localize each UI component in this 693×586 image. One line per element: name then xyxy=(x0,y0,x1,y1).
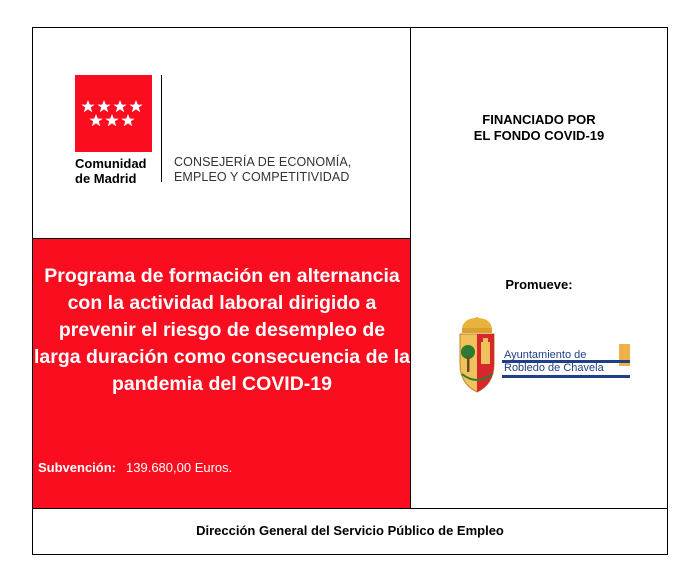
ayuntamiento-logo xyxy=(455,316,630,396)
logo-divider xyxy=(161,75,162,182)
subsidy-value: 139.680,00 Euros. xyxy=(126,460,233,475)
subsidy xyxy=(38,460,232,475)
info-panel xyxy=(411,28,667,508)
madrid-flag xyxy=(75,75,152,152)
ayuntamiento-line1: Ayuntamiento de xyxy=(504,349,587,361)
stars-icon xyxy=(75,75,152,152)
poster-frame xyxy=(32,27,668,555)
department-name: CONSEJERÍA DE ECONOMÍA, EMPLEO Y COMPETITIVIDAD xyxy=(174,155,352,184)
program-panel xyxy=(33,239,411,508)
footer-text: Dirección General del Servicio Público de Empleo xyxy=(196,523,504,538)
footer xyxy=(33,508,667,554)
ayuntamiento-line2: Robledo de Chavela xyxy=(504,362,604,374)
funding-text: FINANCIADO POR EL FONDO COVID-19 xyxy=(473,112,605,143)
promoter-label: Promueve: xyxy=(505,277,573,292)
logo-panel xyxy=(33,28,411,239)
subsidy-label: Subvención: xyxy=(38,460,117,475)
program-title: Programa de formación en alternancia con la actividad laboral dirigido a prevenir el riesgo de desempleo de larga duración como consecuencia de la pandemia del COVID-19 xyxy=(33,265,411,395)
organization-name: Comunidad de Madrid xyxy=(75,156,147,186)
